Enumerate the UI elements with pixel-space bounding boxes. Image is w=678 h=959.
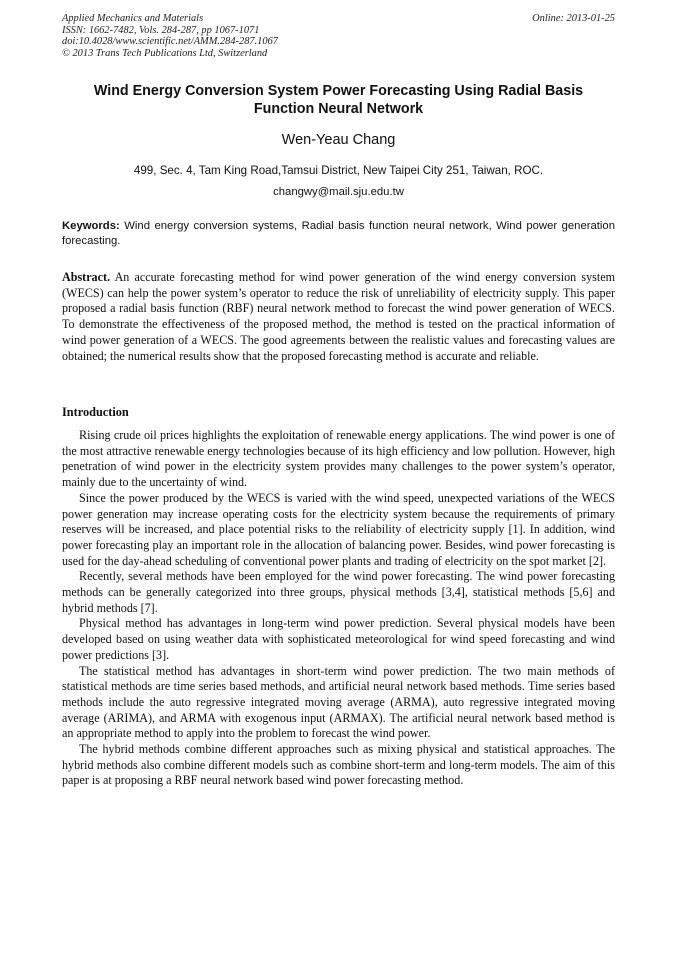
journal-name: Applied Mechanics and Materials: [62, 13, 204, 24]
affiliation: 499, Sec. 4, Tam King Road,Tamsui District, New Taipei City 251, Taiwan, ROC.: [133, 164, 544, 177]
online-date: Online: 2013-01-25: [532, 13, 615, 24]
copyright-line: © 2013 Trans Tech Publications Ltd, Switzerland: [62, 47, 268, 59]
paragraph: Since the power produced by the WECS is varied with the wind speed, unexpected variations of the WECS power generation may increase operating costs for the electricity system because the requirements of primary reserves will be increased, and place potential risks to the reliability of electricity supply [1]. In addition, wind power forecasting play an important role in the allocation of balancing power. Besides, wind power forecasting is used for the day-ahead scheduling of conventional power plants and trading of electricity on the spot market [2].: [62, 490, 615, 568]
keywords: [62, 219, 615, 249]
abstract-text: An accurate forecasting method for wind power generation of the wind energy conversion system (WECS) can help the power system’s operator to reduce the risk of unreliability of electricity supply. This paper proposed a radial basis function (RBF) neural network method to forecast the wind power generation of WECS. To demonstrate the effectiveness of the proposed method, the method is tested on the practical information of wind power generation of a WECS. The good agreements between the realistic values and forecasting values are obtained; the numerical results show that the proposed forecasting method is accurate and reliable.: [62, 270, 615, 363]
paragraph: Recently, several methods have been employed for the wind power forecasting. The wind power forecasting methods can be generally categorized into three groups, physical methods [3,4], statistical methods [5,6] and hybrid methods [7].: [62, 569, 615, 615]
doi-line: doi:10.4028/www.scientific.net/AMM.284-287.1067: [62, 36, 278, 48]
introduction-body: [62, 428, 615, 789]
section-heading-introduction: Introduction: [62, 405, 129, 419]
author-email[interactable]: changwy@mail.sju.edu.tw: [273, 186, 404, 198]
keywords-text: Wind energy conversion systems, Radial basis function neural network, Wind power generation forecasting.: [62, 220, 615, 247]
keywords-label: Keywords:: [62, 220, 120, 232]
abstract: [62, 270, 615, 364]
journal-header: [62, 13, 615, 59]
author-name: Wen-Yeau Chang: [281, 132, 396, 148]
paper-title: Wind Energy Conversion System Power Forecasting Using Radial Basis Function Neural Network: [93, 83, 584, 117]
abstract-label: Abstract.: [62, 270, 111, 284]
paragraph: Physical method has advantages in long-term wind power prediction. Several physical models have been developed based on using weather data with sophisticated meteorological for wind speed forecasting and wind power predictions [3].: [62, 616, 615, 662]
paragraph: The statistical method has advantages in short-term wind power prediction. The two main methods of statistical methods are time series based methods, and artificial neural network based methods. Time series based methods include the auto regressive integrated moving average (ARMA), auto regressive integrated moving average (ARIMA), and ARMA with exogenous input (ARMAX). The artificial neural network based method is an appropriate method to apply into the problem to forecast the wind power.: [62, 663, 615, 741]
paragraph: The hybrid methods combine different approaches such as mixing physical and statistical approaches. The hybrid methods also combine different models such as combine short-term and long-term models. The aim of this paper is at proposing a RBF neural network based wind power forecasting method.: [62, 742, 615, 788]
paragraph: Rising crude oil prices highlights the exploitation of renewable energy applications. The wind power is one of the most attractive renewable energy technologies because of its high efficiency and low pollution. However, high penetration of wind power in the electricity system provides many challenges to the power system’s operator, mainly due to the uncertainty of wind.: [62, 428, 615, 490]
issn-line: ISSN: 1662-7482, Vols. 284-287, pp 1067-1071: [62, 24, 260, 36]
